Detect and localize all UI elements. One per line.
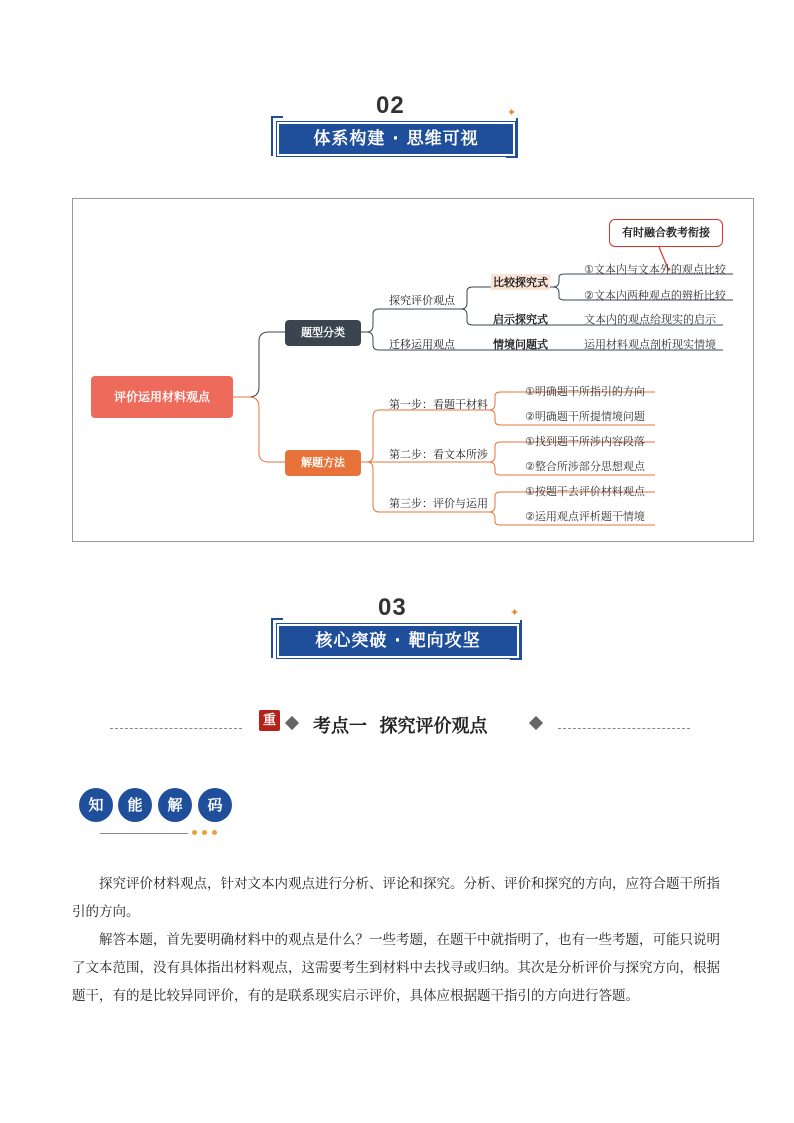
mindmap-leaf: ②运用观点评析题干情境	[525, 510, 645, 523]
mindmap-callout: 有时融合教考衔接	[609, 219, 723, 247]
diamond-icon	[529, 716, 543, 730]
mindmap-step-3: 第三步：评价与运用	[389, 497, 488, 510]
mindmap-step-1: 第一步：看题干材料	[389, 398, 488, 411]
mindmap-frame	[72, 198, 754, 542]
mindmap-leaf: ②文本内两种观点的辨析比较	[584, 289, 726, 302]
mindmap-branch-methods: 解题方法	[285, 450, 361, 476]
knowledge-underline	[100, 833, 188, 834]
knowledge-char-circle: 码	[198, 788, 232, 822]
body-paragraph: 探究评价材料观点，针对文本内观点进行分析、评论和探究。分析、评价和探究的方向，应符合题干所指引的方向。	[72, 876, 720, 920]
mindmap-connectors	[73, 199, 753, 541]
divider-right	[558, 728, 690, 729]
mindmap-leaf: 文本内的观点给现实的启示	[584, 313, 716, 326]
mindmap-type-compare: 比较探究式	[493, 276, 548, 289]
mindmap-leaf: ①文本内与文本外的观点比较	[584, 263, 726, 276]
sparkle-icon: ✦	[510, 606, 520, 619]
mindmap-leaf: ②明确题干所提情境问题	[525, 410, 645, 423]
diamond-icon	[285, 716, 299, 730]
key-point-badge: 重	[259, 710, 280, 731]
dots-decoration	[192, 830, 222, 836]
knowledge-char-circle: 知	[79, 788, 113, 822]
mindmap-sub-transfer: 迁移运用观点	[389, 338, 455, 351]
mindmap-leaf: ①按题干去评价材料观点	[525, 485, 645, 498]
knowledge-char-circle: 能	[118, 788, 152, 822]
divider-left	[110, 728, 242, 729]
mindmap-leaf: 运用材料观点剖析现实情境	[584, 338, 716, 351]
section-title-banner: 核心突破 · 靶向攻坚	[277, 624, 519, 658]
mindmap-type-enlighten: 启示探究式	[493, 313, 548, 326]
sparkle-icon: ✦	[507, 106, 517, 119]
mindmap-leaf: ②整合所涉部分思想观点	[525, 460, 645, 473]
mindmap-sub-explore: 探究评价观点	[389, 294, 455, 307]
body-paragraph: 解答本题，首先要明确材料中的观点是什么？一些考题，在题干中就指明了，也有一些考题，可能只说明了文本范围，没有具体指出材料观点，这需要考生到材料中去找寻或归纳。其次是分析评价与探究方向，根据题干，有的是比较异同评价，有的是联系现实启示评价，具体应根据题干指引的方向进行答题。	[72, 932, 720, 1004]
section-number: 02	[376, 92, 405, 119]
mindmap-leaf: ①明确题干所指引的方向	[525, 385, 645, 398]
mindmap-type-situation: 情境问题式	[493, 338, 548, 351]
mindmap-leaf: ①找到题干所涉内容段落	[525, 435, 645, 448]
section-number: 03	[378, 594, 407, 621]
mindmap-root: 评价运用材料观点	[91, 376, 233, 418]
knowledge-char-circle: 解	[158, 788, 192, 822]
key-point-title: 考点一 探究评价观点	[313, 716, 488, 737]
mindmap-step-2: 第二步：看文本所涉	[389, 448, 488, 461]
section-title-banner: 体系构建 · 思维可视	[277, 122, 515, 156]
mindmap-branch-types: 题型分类	[285, 320, 361, 346]
